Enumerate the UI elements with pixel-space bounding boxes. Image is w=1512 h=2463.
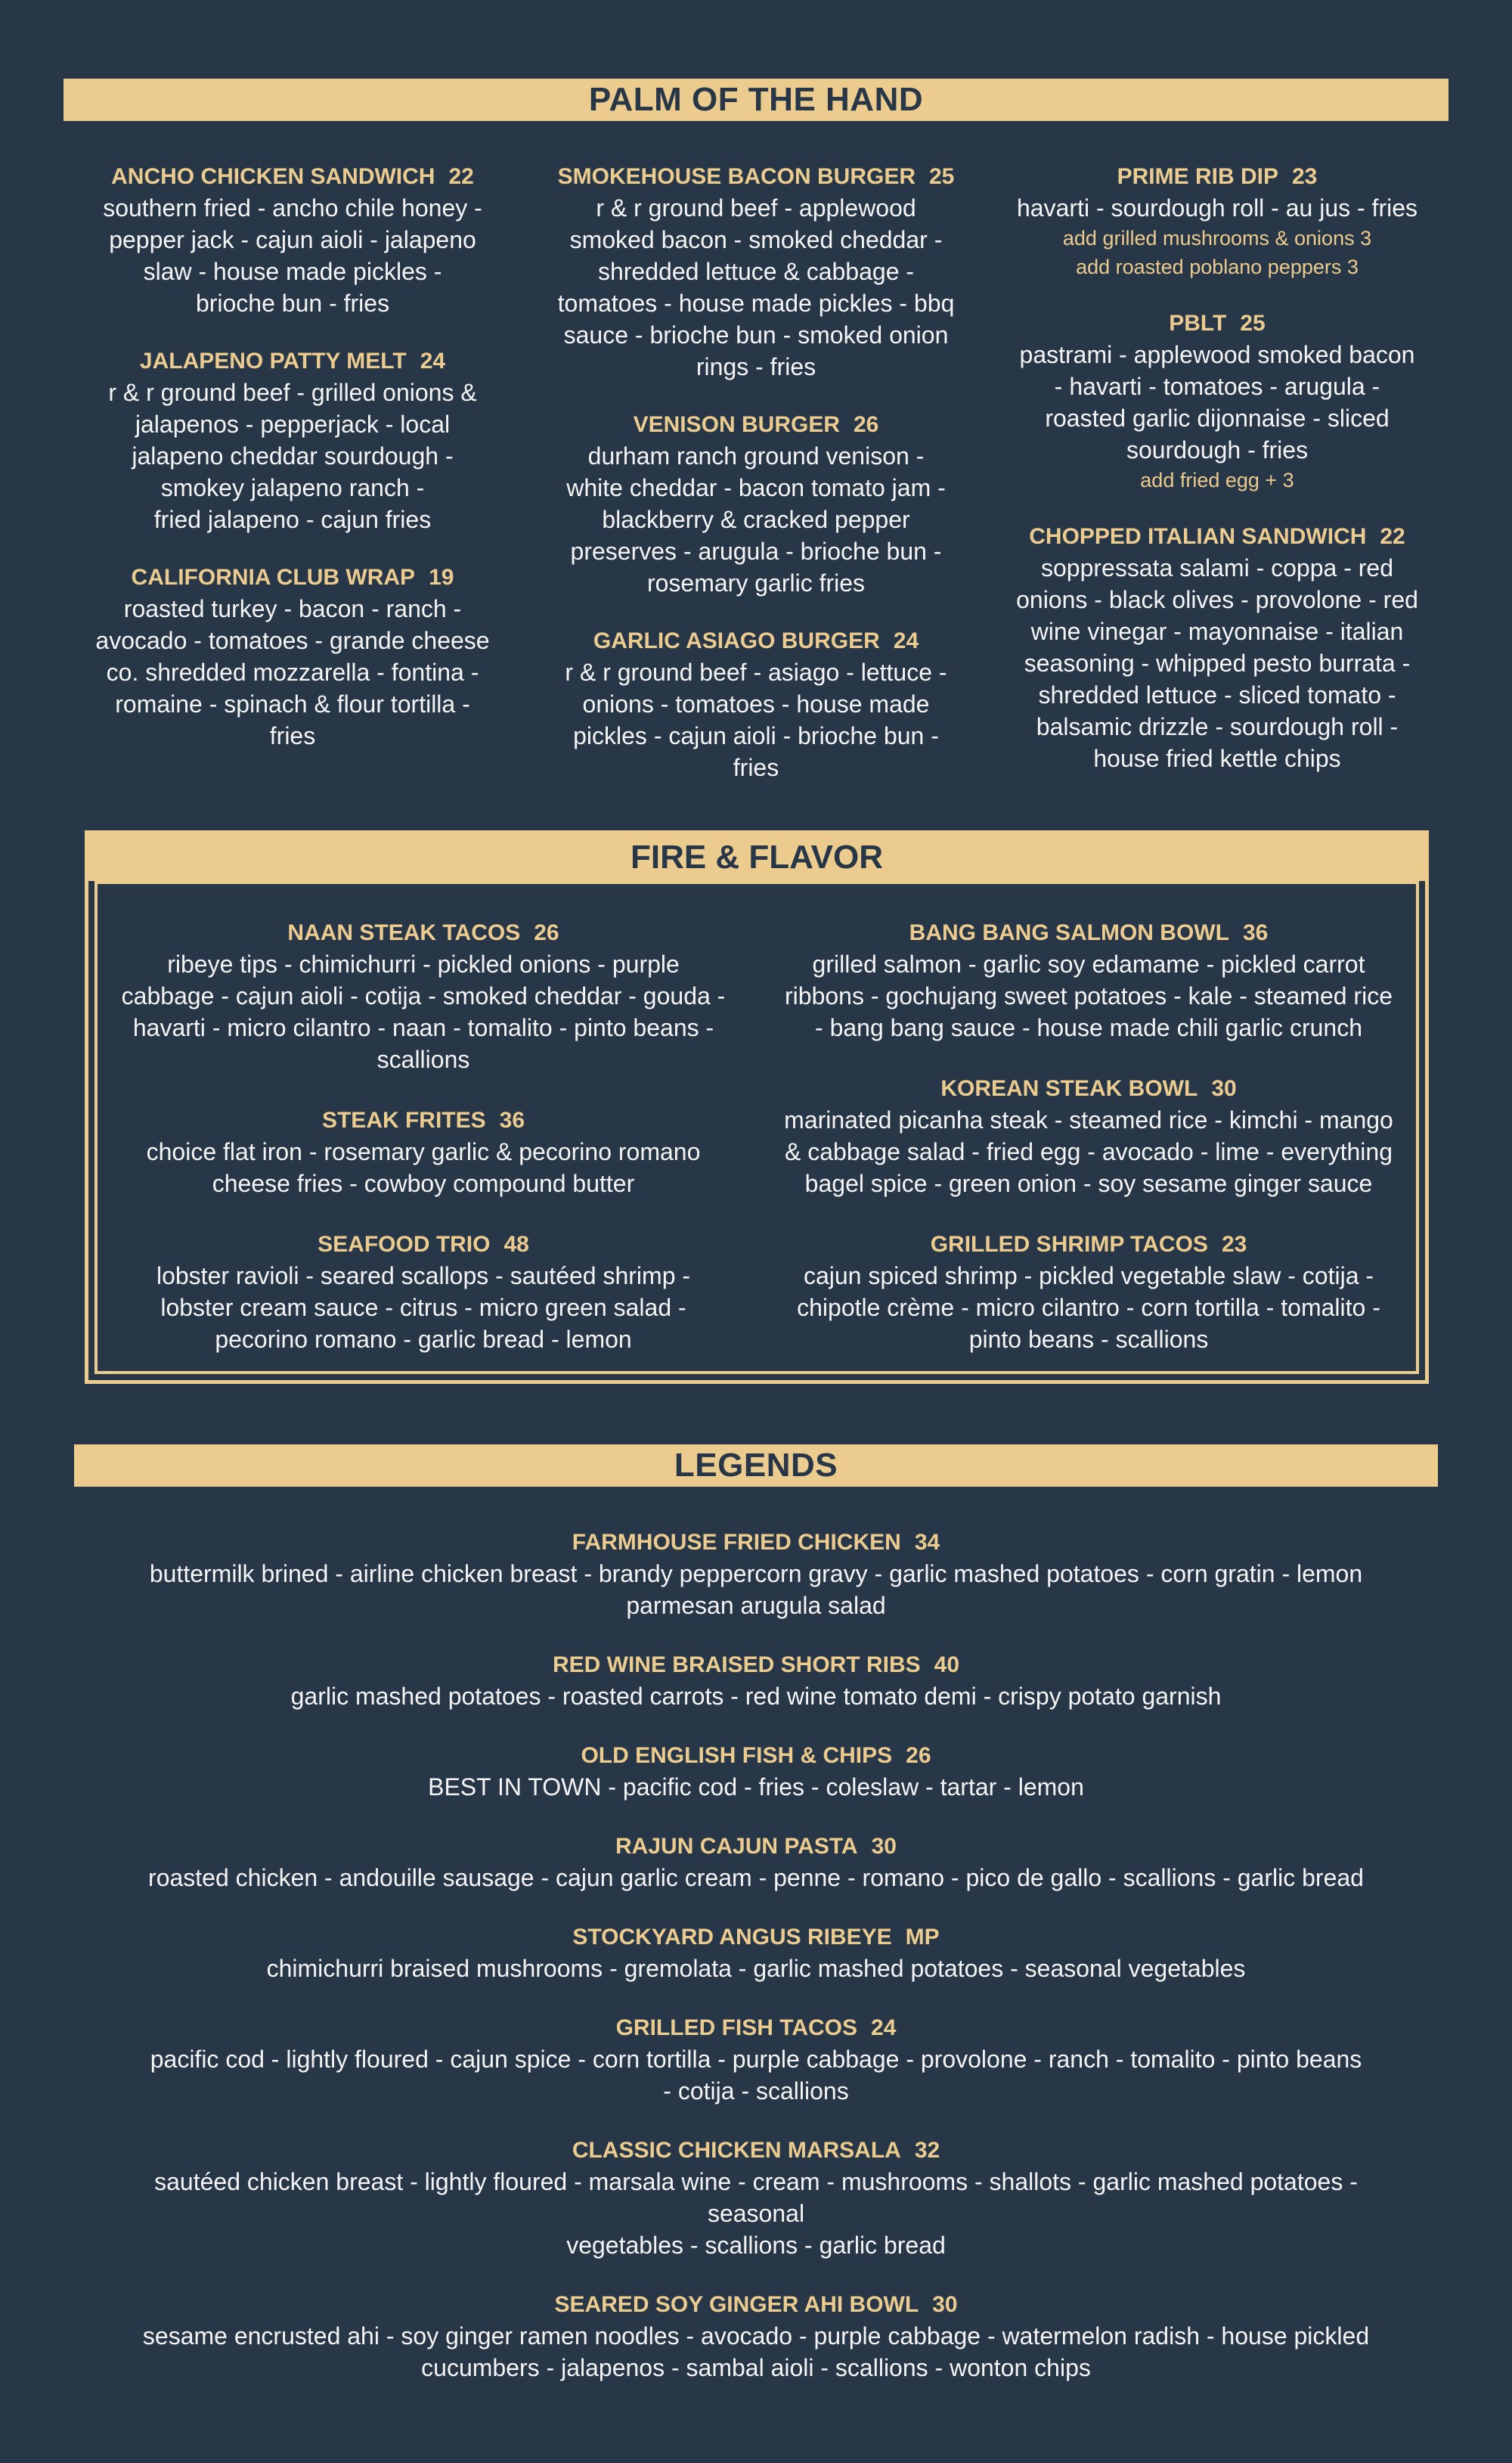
menu-item-heading <box>113 1650 1399 1680</box>
menu-item-description-line: r & r ground beef - grilled onions & <box>108 379 477 406</box>
menu-item-heading <box>106 918 741 948</box>
menu-item-price: 25 <box>929 164 955 189</box>
menu-item-heading <box>529 626 983 656</box>
menu-item-description-line: parmesan arugula salad <box>626 1592 886 1619</box>
menu-item-description-line: soppressata salami - coppa - red <box>1041 554 1393 582</box>
menu-item-description-line: garlic mashed potatoes - roasted carrots - red wine tomato demi - crispy potato garnish <box>290 1683 1222 1710</box>
menu-item-description-line: ribeye tips - chimichurri - pickled onions - purple <box>167 951 680 978</box>
menu-item-price: 22 <box>448 164 474 189</box>
menu-item <box>106 918 741 1075</box>
menu-item-price: 26 <box>534 920 559 945</box>
menu-item-name: JALAPENO PATTY MELT <box>139 349 407 374</box>
menu-item-description-line: - bang bang sauce - house made chili garlic crunch <box>815 1014 1362 1041</box>
menu-item-description-line: fried jalapeno - cajun fries <box>153 506 432 533</box>
menu-item-description-line: tomatoes - house made pickles - bbq <box>557 290 955 317</box>
menu-item-price: 25 <box>1240 311 1266 336</box>
menu-item-price: 26 <box>854 412 879 437</box>
menu-item-description-line: pepper jack - cajun aioli - jalapeno <box>109 226 476 253</box>
menu-item-name: KOREAN STEAK BOWL <box>940 1076 1198 1101</box>
palm-column-3 <box>990 162 1444 774</box>
menu-item <box>990 162 1444 281</box>
section-title-legends: LEGENDS <box>74 1444 1438 1487</box>
item-spacer <box>113 1803 1399 1832</box>
menu-item-name: GRILLED FISH TACOS <box>615 2015 858 2040</box>
menu-item <box>106 1106 741 1199</box>
menu-item-name: ANCHO CHICKEN SANDWICH <box>111 164 435 189</box>
menu-item <box>70 563 516 752</box>
menu-item-description-line: pecorino romano - garlic bread - lemon <box>215 1326 632 1353</box>
item-spacer <box>113 1712 1399 1741</box>
menu-item-price: 40 <box>934 1652 960 1677</box>
menu-item-description-line: pinto beans - scallions <box>968 1326 1209 1353</box>
menu-item <box>990 522 1444 774</box>
menu-item-heading <box>113 2013 1399 2043</box>
menu-item-heading <box>764 918 1414 948</box>
menu-item-description-line: pickles - cajun aioli - brioche bun - <box>573 722 939 749</box>
item-spacer <box>106 1075 741 1106</box>
menu-item-description-line: southern fried - ancho chile honey - <box>103 194 482 222</box>
menu-item-description-line: bagel spice - green onion - soy sesame ginger sauce <box>804 1170 1373 1197</box>
menu-item-description-line: roasted chicken - andouille sausage - cajun garlic cream - penne - romano - pico de gallo - scallions - garlic bread <box>148 1864 1364 1891</box>
menu-item-name: PBLT <box>1169 311 1227 336</box>
menu-item-description-line: brioche bun - fries <box>195 290 390 317</box>
menu-item <box>113 1528 1399 1621</box>
section-title-palm: PALM OF THE HAND <box>64 79 1448 121</box>
menu-item-price: 26 <box>906 1743 931 1768</box>
menu-item-name: SEARED SOY GINGER AHI BOWL <box>554 2292 919 2317</box>
menu-item-heading <box>990 162 1444 192</box>
item-spacer <box>70 535 516 563</box>
menu-item-description-line: r & r ground beef - asiago - lettuce - <box>565 659 947 686</box>
menu-item-name: CLASSIC CHICKEN MARSALA <box>572 2138 901 2163</box>
menu-item-description-line: jalapenos - pepperjack - local <box>135 411 451 438</box>
menu-item-description-line: house fried kettle chips <box>1093 745 1341 772</box>
menu-item-description-line: lobster ravioli - seared scallops - sautéed shrimp - <box>156 1262 691 1289</box>
menu-item-price: 24 <box>871 2015 897 2040</box>
menu-item-description-line: onions - tomatoes - house made <box>582 690 930 718</box>
menu-item <box>764 1074 1414 1199</box>
menu-item <box>113 1922 1399 1984</box>
menu-item-description-line: balsamic drizzle - sourdough roll - <box>1036 713 1399 740</box>
menu-item <box>529 162 983 383</box>
menu-item-heading <box>764 1074 1414 1104</box>
menu-item-heading <box>113 1741 1399 1771</box>
menu-item-name: RAJUN CAJUN PASTA <box>615 1834 858 1859</box>
item-spacer <box>529 599 983 626</box>
menu-item-name: GARLIC ASIAGO BURGER <box>593 628 880 653</box>
menu-item-heading <box>106 1106 741 1136</box>
menu-item-price: 48 <box>503 1232 529 1257</box>
menu-item-name: SMOKEHOUSE BACON BURGER <box>557 164 916 189</box>
menu-item-description-line: sourdough - fries <box>1126 436 1309 464</box>
menu-item-price: 23 <box>1291 164 1318 189</box>
menu-item-description-line: ribbons - gochujang sweet potatoes - kale - steamed rice <box>785 982 1393 1010</box>
item-spacer <box>764 1199 1414 1230</box>
item-spacer <box>113 1984 1399 2013</box>
menu-item-name: BANG BANG SALMON BOWL <box>909 920 1229 945</box>
menu-item-price: MP <box>905 1925 940 1950</box>
menu-item-description-line: seasoning - whipped pesto burrata - <box>1024 650 1411 677</box>
menu-item-description-line: pacific cod - lightly floured - cajun spice - corn tortilla - purple cabbage - provolone - ranch - tomalito - pinto beans <box>150 2046 1362 2073</box>
item-spacer <box>70 319 516 346</box>
item-spacer <box>113 1894 1399 1922</box>
menu-item-price: 24 <box>893 628 919 653</box>
menu-item <box>990 309 1444 495</box>
fire-column-2 <box>764 918 1414 1355</box>
menu-item-description-line: cheese fries - cowboy compound butter <box>212 1170 635 1197</box>
menu-item-description-line: rings - fries <box>696 353 816 380</box>
menu-item-description-line: blackberry & cracked pepper <box>602 506 910 533</box>
fire-column-1 <box>106 918 741 1355</box>
menu-item-description-line: cucumbers - jalapenos - sambal aioli - scallions - wonton chips <box>421 2354 1091 2381</box>
menu-item-heading <box>113 1922 1399 1953</box>
item-spacer <box>106 1199 741 1230</box>
menu-item-heading <box>70 563 516 593</box>
menu-item-heading <box>113 1528 1399 1558</box>
menu-item-description-line: r & r ground beef - applewood <box>596 194 916 222</box>
menu-item <box>113 2290 1399 2384</box>
menu-item-description-line: rosemary garlic fries <box>646 569 866 597</box>
menu-item-description-line: sautéed chicken breast - lightly floured - marsala wine - cream - mushrooms - shallots - garlic mashed potatoes - seasonal <box>154 2168 1358 2227</box>
menu-item-description-line: & cabbage salad - fried egg - avocado - lime - everything <box>785 1138 1393 1165</box>
menu-item-description-line: fries <box>733 754 779 781</box>
menu-item-description-line: grilled salmon - garlic soy edamame - pickled carrot <box>812 951 1365 978</box>
menu-item-addon: add grilled mushrooms & onions 3 <box>1062 227 1372 250</box>
menu-item <box>529 626 983 783</box>
menu-item-description-line: - cotija - scallions <box>663 2077 849 2105</box>
menu-item-price: 22 <box>1380 524 1405 549</box>
menu-item-name: PRIME RIB DIP <box>1117 164 1278 189</box>
menu-item-description-line: havarti - sourdough roll - au jus - fries <box>1017 194 1418 222</box>
menu-item-name: RED WINE BRAISED SHORT RIBS <box>552 1652 921 1677</box>
item-spacer <box>113 2107 1399 2136</box>
menu-item-description-line: - havarti - tomatoes - arugula - <box>1054 373 1380 400</box>
menu-item-name: CALIFORNIA CLUB WRAP <box>131 565 416 590</box>
menu-item-description-line: cajun spiced shrimp - pickled vegetable slaw - cotija - <box>803 1262 1374 1289</box>
menu-item-description-line: roasted turkey - bacon - ranch - <box>123 595 462 622</box>
menu-item-description-line: wine vinegar - mayonnaise - italian <box>1030 618 1404 645</box>
menu-item-description-line: choice flat iron - rosemary garlic & pecorino romano <box>146 1138 701 1165</box>
item-spacer <box>990 281 1444 309</box>
menu-item-price: 34 <box>914 1530 940 1555</box>
menu-item-description-line: jalapeno cheddar sourdough - <box>132 442 454 470</box>
menu-item-heading <box>106 1230 741 1260</box>
menu-item <box>113 1741 1399 1803</box>
menu-item-description-line: fries <box>269 722 316 749</box>
palm-column-2 <box>529 162 983 783</box>
menu-item-description-line: durham ranch ground venison - <box>587 442 925 470</box>
menu-item-price: 32 <box>914 2138 940 2163</box>
menu-item-price: 23 <box>1221 1232 1247 1257</box>
menu-item-description-line: cabbage - cajun aioli - cotija - smoked cheddar - gouda - <box>121 982 726 1010</box>
menu-item-heading <box>529 162 983 192</box>
legends-list <box>113 1528 1399 2384</box>
menu-item-name: GRILLED SHRIMP TACOS <box>930 1232 1208 1257</box>
menu-item-name: NAAN STEAK TACOS <box>287 920 521 945</box>
item-spacer <box>990 495 1444 522</box>
menu-item-price: 36 <box>1242 920 1269 945</box>
menu-item-name: FARMHOUSE FRIED CHICKEN <box>572 1530 901 1555</box>
menu-item-price: 30 <box>1211 1076 1237 1101</box>
menu-item-description-line: sauce - brioche bun - smoked onion <box>563 321 949 349</box>
menu-item <box>113 1832 1399 1894</box>
menu-item <box>106 1230 741 1355</box>
menu-item <box>113 2136 1399 2261</box>
menu-item-name: OLD ENGLISH FISH & CHIPS <box>581 1743 893 1768</box>
menu-item-addon: add fried egg + 3 <box>1140 469 1294 492</box>
menu-item-description-line: avocado - tomatoes - grande cheese <box>95 627 490 654</box>
menu-item-description-line: roasted garlic dijonnaise - sliced <box>1045 405 1390 432</box>
item-spacer <box>113 1621 1399 1650</box>
menu-item-heading <box>113 2290 1399 2320</box>
menu-item-name: VENISON BURGER <box>633 412 840 437</box>
menu-item <box>764 918 1414 1044</box>
palm-column-1 <box>70 162 516 752</box>
menu-item-price: 36 <box>499 1108 525 1133</box>
menu-item-heading <box>764 1230 1414 1260</box>
section-title-fire: FIRE & FLAVOR <box>88 834 1425 881</box>
menu-item-price: 19 <box>429 565 454 590</box>
menu-item-heading <box>70 162 516 192</box>
menu-item-heading <box>529 410 983 440</box>
menu-item <box>529 410 983 599</box>
menu-item-description-line: havarti - micro cilantro - naan - tomalito - pinto beans - <box>132 1014 714 1041</box>
menu-item-description-line: preserves - arugula - brioche bun - <box>570 538 942 565</box>
menu-item-heading <box>113 2136 1399 2166</box>
menu-item-description-line: scallions <box>376 1046 470 1073</box>
menu-item-description-line: chimichurri braised mushrooms - gremolata - garlic mashed potatoes - seasonal vegetables <box>266 1955 1246 1982</box>
item-spacer <box>764 1044 1414 1074</box>
menu-item-price: 30 <box>932 2292 958 2317</box>
menu-item-description-line: marinated picanha steak - steamed rice - kimchi - mango <box>784 1106 1393 1134</box>
menu-item-addon: add roasted poblano peppers 3 <box>1076 256 1359 278</box>
menu-item-price: 30 <box>871 1834 897 1859</box>
menu-item-description-line: shredded lettuce - sliced tomato - <box>1038 681 1396 709</box>
menu-item-description-line: white cheddar - bacon tomato jam - <box>566 474 946 501</box>
item-spacer <box>529 383 983 410</box>
menu-item-name: CHOPPED ITALIAN SANDWICH <box>1029 524 1367 549</box>
menu-item-heading <box>990 522 1444 552</box>
menu-item-description-line: slaw - house made pickles - <box>143 258 442 285</box>
menu-item-name: SEAFOOD TRIO <box>318 1232 491 1257</box>
menu-item-name: STOCKYARD ANGUS RIBEYE <box>572 1925 892 1950</box>
menu-item-price: 24 <box>420 349 446 374</box>
menu-item-description-line: buttermilk brined - airline chicken breast - brandy peppercorn gravy - garlic mashed potatoes - corn gratin - lemon <box>149 1560 1363 1587</box>
menu-item-name: STEAK FRITES <box>321 1108 486 1133</box>
menu-item <box>764 1230 1414 1355</box>
menu-item-description-line: pastrami - applewood smoked bacon <box>1019 341 1415 368</box>
menu-item-description-line: shredded lettuce & cabbage - <box>597 258 915 285</box>
menu-item <box>113 2013 1399 2107</box>
menu-item-description-line: lobster cream sauce - citrus - micro green salad - <box>160 1294 686 1321</box>
menu-item-description-line: romaine - spinach & flour tortilla - <box>115 690 470 718</box>
menu-item <box>113 1650 1399 1712</box>
menu-item-description-line: smoked bacon - smoked cheddar - <box>569 226 943 253</box>
menu-item-description-line: co. shredded mozzarella - fontina - <box>106 659 479 686</box>
menu-item-description-line: onions - black olives - provolone - red <box>1016 586 1418 613</box>
menu-item-heading <box>70 346 516 377</box>
menu-item <box>70 162 516 319</box>
menu-item-heading <box>990 309 1444 339</box>
item-spacer <box>113 2261 1399 2290</box>
menu-item-description-line: smokey jalapeno ranch - <box>160 474 425 501</box>
menu-item-description-line: sesame encrusted ahi - soy ginger ramen noodles - avocado - purple cabbage - watermelon radish - house pickled <box>142 2322 1370 2350</box>
menu-item-heading <box>113 1832 1399 1862</box>
menu-item-description-line: BEST IN TOWN - pacific cod - fries - coleslaw - tartar - lemon <box>428 1773 1084 1801</box>
menu-item-description-line: vegetables - scallions - garlic bread <box>566 2232 946 2259</box>
menu-item <box>70 346 516 535</box>
menu-item-description-line: chipotle crème - micro cilantro - corn tortilla - tomalito - <box>797 1294 1380 1321</box>
